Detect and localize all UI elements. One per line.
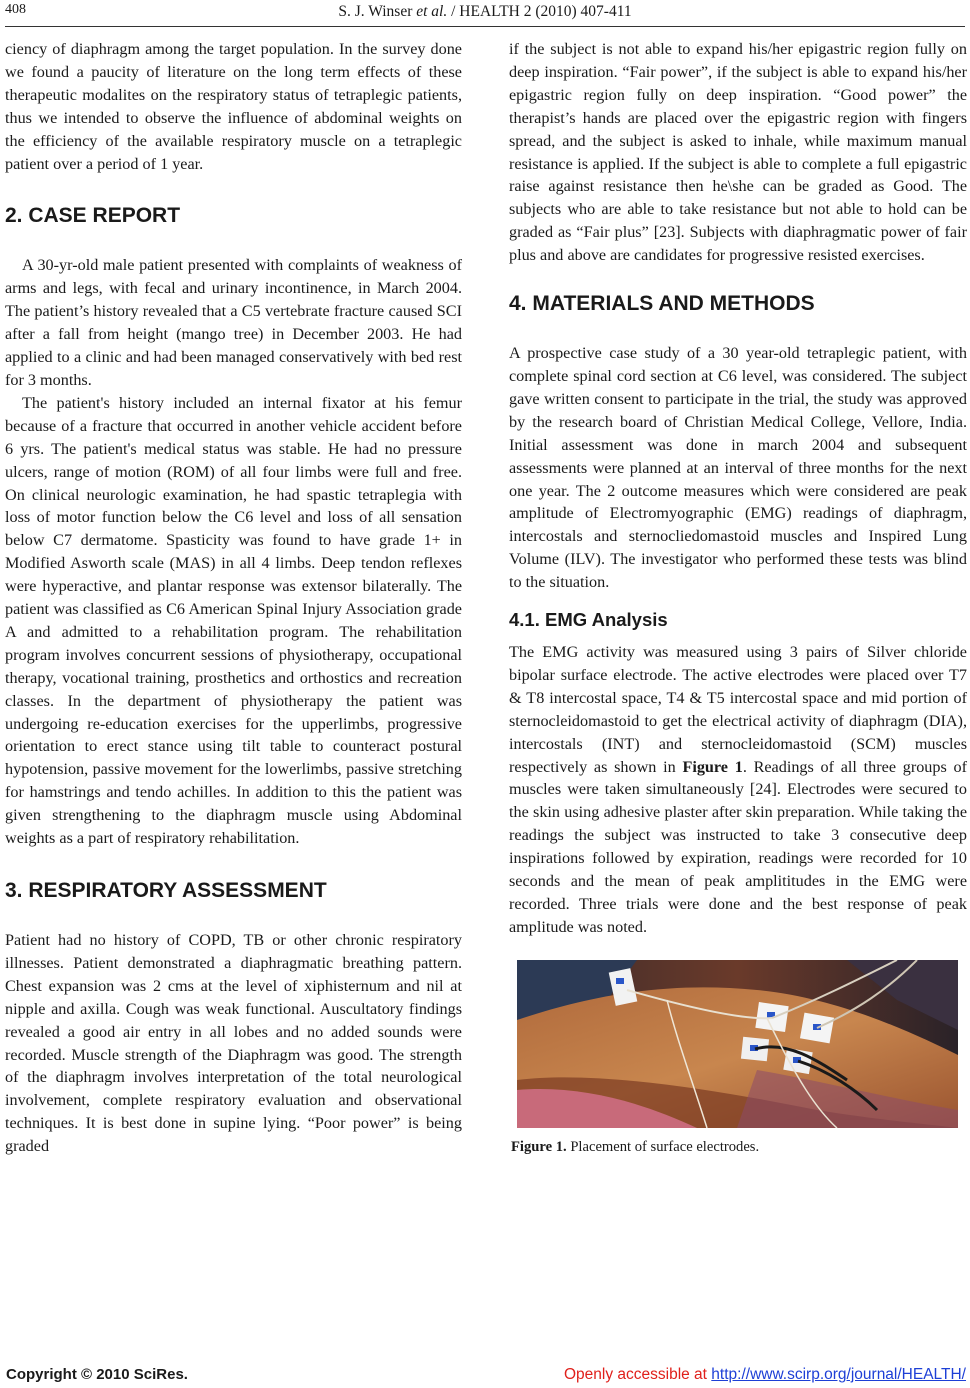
case-report-paragraph-2: The patient's history included an internal fixator at his femur because of a fracture that occurred in another vehicle accident before 6 yrs. The patient's medical status was stable. He had no pressure ulcers, range of motion (ROM) of all four limbs were full and free. On clinical neurologic examination, he had spastic tetraplegia with loss of motor function below the C6 level and loss of all sensation below C7 dermatome. Spasticity was found to have grade 1+ in Modified Asworth scale (MAS) in all 4 limbs. Deep tendon reflexes were hyperactive, and plantar response was extensor bilaterally. The patient was classified as C6 American Spinal Injury Association grade A and admitted to a rehabilitation program. The rehabilitation program involves concurrent sessions of physiotherapy, occupational therapy, vocational training, prosthetics and orthostics and recreation classes. In the department of physiotherapy the patient was undergoing re-education exercises for the upperlimbs, progressive orientation to erect stance using tilt table to counteract postural hypotension, passive movement for the lowerlimbs, passive stretching for hamstrings and tendo achilles. In addition to this the patient was given strengthening to the diaphragm muscle using Abdominal weights as a part of respiratory rehabilitation. [5, 393, 462, 848]
page-number: 408 [5, 2, 26, 17]
figure-caption-label: Figure 1. [511, 1138, 567, 1155]
section-heading-materials-methods: 4. MATERIALS AND METHODS [509, 292, 815, 316]
left-column [5, 38, 462, 1158]
case-report-paragraph-1: A 30-yr-old male patient presented with complaints of weakness of arms and legs, with fecal and urinary incontinence, in March 2004. The patient’s history revealed that a C5 vertebrate fracture caused SCI after a fall from height (mango tree) in December 2003. He had applied to a clinic and had been managed conservatively with bed rest for 3 months. [5, 256, 462, 389]
open-access-text: Openly accessible at [563, 1366, 712, 1383]
copyright-notice: Copyright © 2010 SciRes. [6, 1366, 188, 1383]
header-rule [5, 26, 965, 27]
section-heading-respiratory-assessment: 3. RESPIRATORY ASSESSMENT [5, 879, 327, 902]
header-authors: S. J. Winser [338, 3, 417, 20]
section-heading-case-report: 2. CASE REPORT [5, 204, 181, 228]
emg-paragraph [509, 641, 967, 939]
figure-1-reference: Figure 1 [682, 757, 743, 776]
emg-text-after: . Readings of all three groups of muscles were taken simultaneously [24]. Electrodes were secured to the skin using adhesive plaster after skin preparation. While taking the readings the subject was instructed to take 3 consecutive deep inspirations followed by expiration, readings were recorded for 10 seconds and the mean of peak amplititudes in the EMG were recorded. Three trials were done and the best response of peak amplitude was noted. [509, 757, 967, 936]
header-etal: et al. [416, 3, 448, 20]
open-access-notice [564, 1366, 966, 1384]
right-column [509, 38, 967, 1156]
figure-1-caption [511, 1139, 967, 1156]
journal-url-link[interactable]: http://www.scirp.org/journal/HEALTH/ [711, 1366, 966, 1383]
running-header [0, 3, 970, 21]
methods-paragraph: A prospective case study of a 30 year-old tetraplegic patient, with complete spinal cord section at C6 level, was considered. The subject gave written consent to participate in the trial, the study was approved by the research board of Christian Medical College, Vellore, India. Initial assessment was done in march 2004 and subsequent assessments were planned at an interval of three months for the next one year. The 2 outcome measures which were considered are peak amplitude of Electromyographic (EMG) readings of diaphragm, intercostals and sternocliedomastoid muscles and Inspired Lung Volume (ILV). The investigator who performed these tests was blind to the situation. [509, 344, 967, 592]
page-footer [0, 1366, 970, 1386]
header-journal-ref: / HEALTH 2 (2010) 407-411 [447, 3, 632, 20]
figure-caption-text: Placement of surface electrodes. [566, 1138, 760, 1155]
respiratory-continued-paragraph: if the subject is not able to expand his/her epigastric region fully on deep inspiration. “Fair power”, if the subject is able to expand his/her epigastric region fully on deep inspiration. “Good power” the therapist’s hands are placed over the epigastric region with fingers spread, and the subject is asked to inhale, while maximum manual resistance is applied. If the subject is able to complete a full epigastric raise against resistance then he\she can be graded as Good. The subjects who are able to take resistance but not able to hold can be graded as “Fair plus” [23]. Subjects with diaphragmatic power of fair plus and above are candidates for progressive resisted exercises. [509, 40, 967, 265]
figure-1-photo [517, 960, 958, 1128]
emg-text-before: The EMG activity was measured using 3 pairs of Silver chloride bipolar surface electrode. The active electrodes were placed over T7 & T8 intercostal space, T4 & T5 intercostal space and mid portion of sternocleidomastoid to get the electrical activity of diaphragm (DIA), intercostals (INT) and sternocleidomastoid (SCM) muscles respectively as shown in [509, 643, 967, 776]
electrode-placement-photo [517, 960, 958, 1128]
intro-paragraph: ciency of diaphragm among the target population. In the survey done we found a paucity of literature on the long term effects of these therapeutic modalites on the respiratory status of tetraplegic patients, thus we intended to observe the influence of abdominal weights on the efficiency of the available respiratory muscle on a tetraplegic patient over a period of 1 year. [5, 40, 462, 173]
subsection-heading-emg-analysis: 4.1. EMG Analysis [509, 609, 668, 631]
respiratory-paragraph: Patient had no history of COPD, TB or other chronic respiratory illnesses. Patient demonstrated a diaphragmatic breathing pattern. Chest expansion was 2 cms at the level of xiphisternum and nil at nipple and axilla. Cough was weak functional. Auscultatory findings revealed a good air entry in all lobes and no added sounds were recorded. Muscle strength of the Diaphragm was good. The strength of the diaphragm involves interpretation of the total neurological involvement, complete respiratory evaluation and observational techniques. It is best done in supine lying. “Poor power” is being graded [5, 931, 462, 1156]
